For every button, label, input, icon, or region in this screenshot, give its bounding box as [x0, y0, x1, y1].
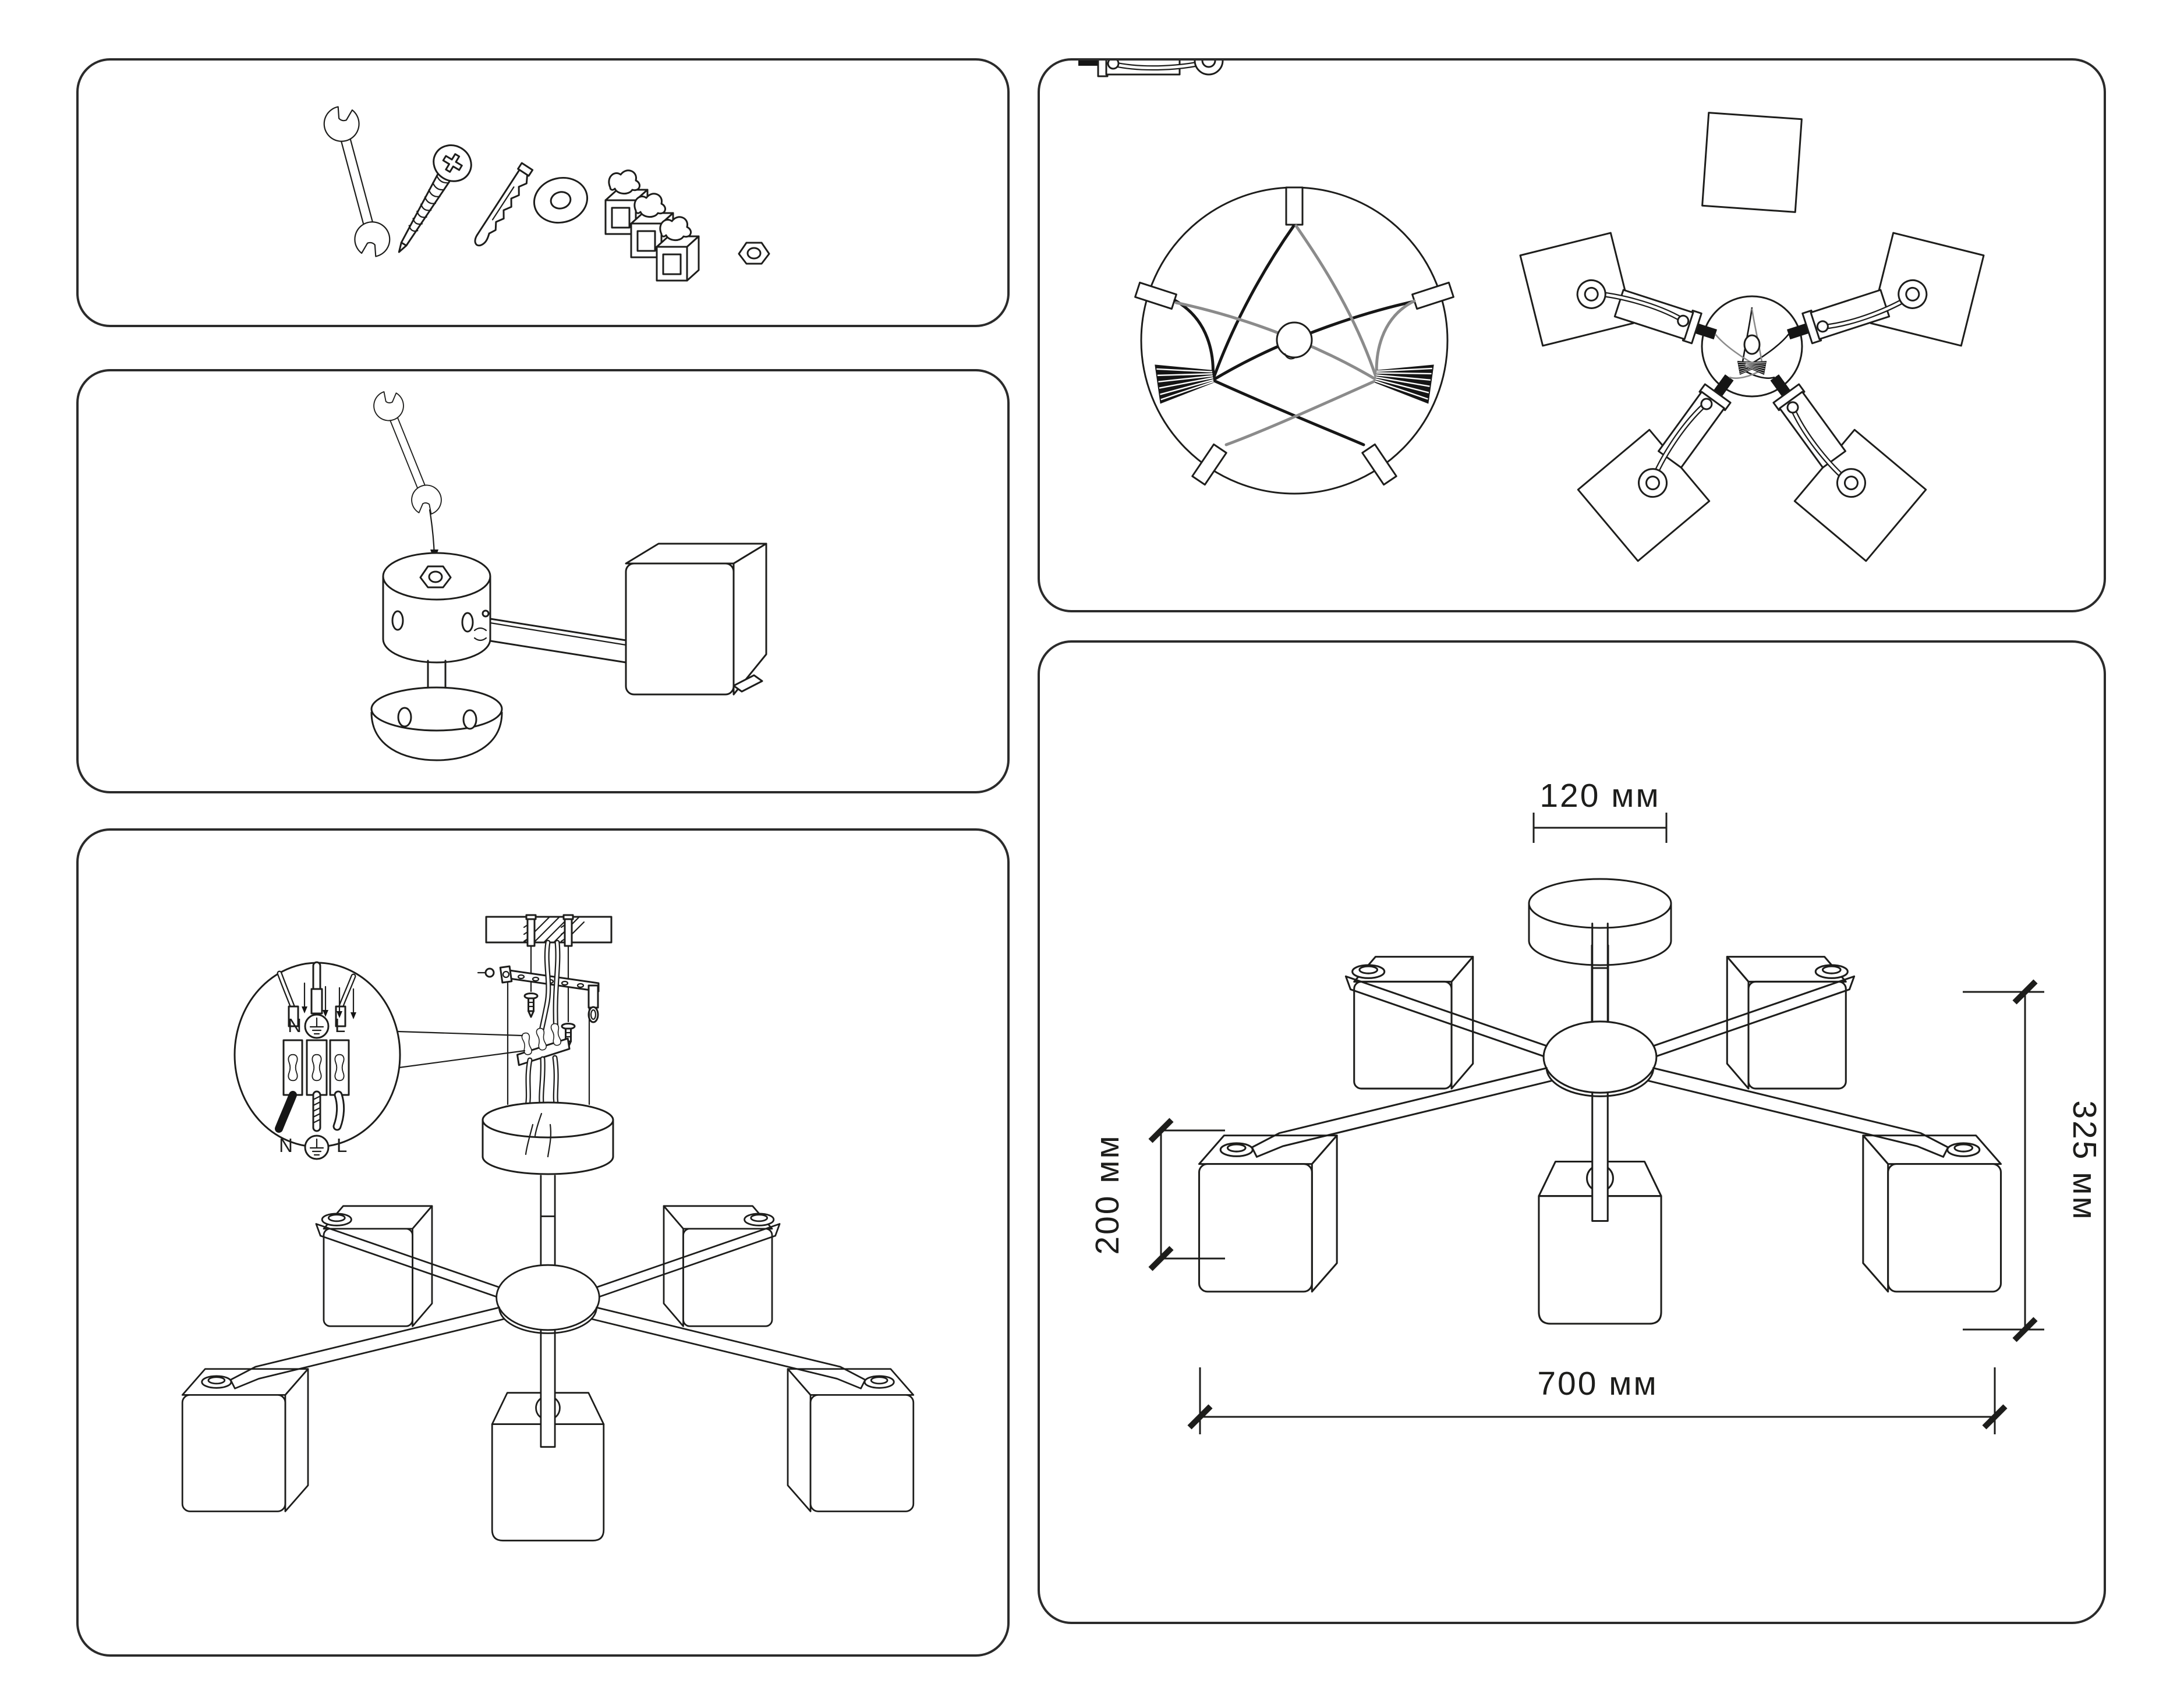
chandelier — [1199, 924, 2001, 1324]
terminal-detail-callout — [235, 963, 525, 1159]
chandelier — [182, 1176, 914, 1541]
dimensions-drawing — [1040, 643, 2104, 1622]
canopy — [483, 1103, 613, 1174]
label-top-l: L — [334, 1015, 346, 1036]
wall-anchor-icon — [471, 163, 535, 249]
shade-box — [626, 544, 766, 694]
hub-wiring-detail — [1135, 187, 1454, 494]
hardware-drawing — [79, 61, 1007, 325]
hex-nut-icon — [739, 243, 769, 264]
washer-icon — [529, 172, 592, 228]
hub-cylinder — [383, 553, 490, 662]
mains-cable — [540, 942, 558, 1036]
dim-shade-label: 200 мм — [1089, 1134, 1126, 1255]
dim-canopy — [1534, 777, 1666, 843]
dim-width-label: 700 мм — [1537, 1365, 1658, 1402]
screw-icon — [383, 139, 478, 262]
terminal-block-icon — [606, 171, 699, 281]
dim-height-label: 325 мм — [2066, 1100, 2103, 1221]
arm-bar — [475, 619, 626, 662]
earth-icon — [305, 1015, 328, 1038]
dim-canopy-label: 120 мм — [1539, 777, 1661, 814]
label-bottom-l: L — [336, 1135, 348, 1156]
top-view-drawing — [1040, 61, 2104, 610]
wire-earth — [313, 1095, 320, 1128]
label-bottom-n: N — [279, 1135, 293, 1156]
dim-width — [1190, 1365, 2005, 1434]
earth-icon — [305, 1136, 328, 1159]
panel-wiring — [76, 828, 1010, 1657]
label-top-n: N — [288, 1015, 302, 1036]
panel-top-view — [1038, 58, 2106, 612]
wire-live — [337, 1095, 341, 1126]
mount-screw — [525, 994, 537, 1018]
wrench-icon — [363, 381, 452, 524]
canopy-base — [371, 661, 502, 760]
hub-assembly-drawing — [79, 371, 1007, 791]
panel-hardware — [76, 58, 1010, 327]
panel-hub-assembly — [76, 369, 1010, 793]
wrench-icon — [313, 97, 401, 267]
panel-dimensions — [1038, 640, 2106, 1624]
wiring-drawing — [79, 831, 1007, 1654]
